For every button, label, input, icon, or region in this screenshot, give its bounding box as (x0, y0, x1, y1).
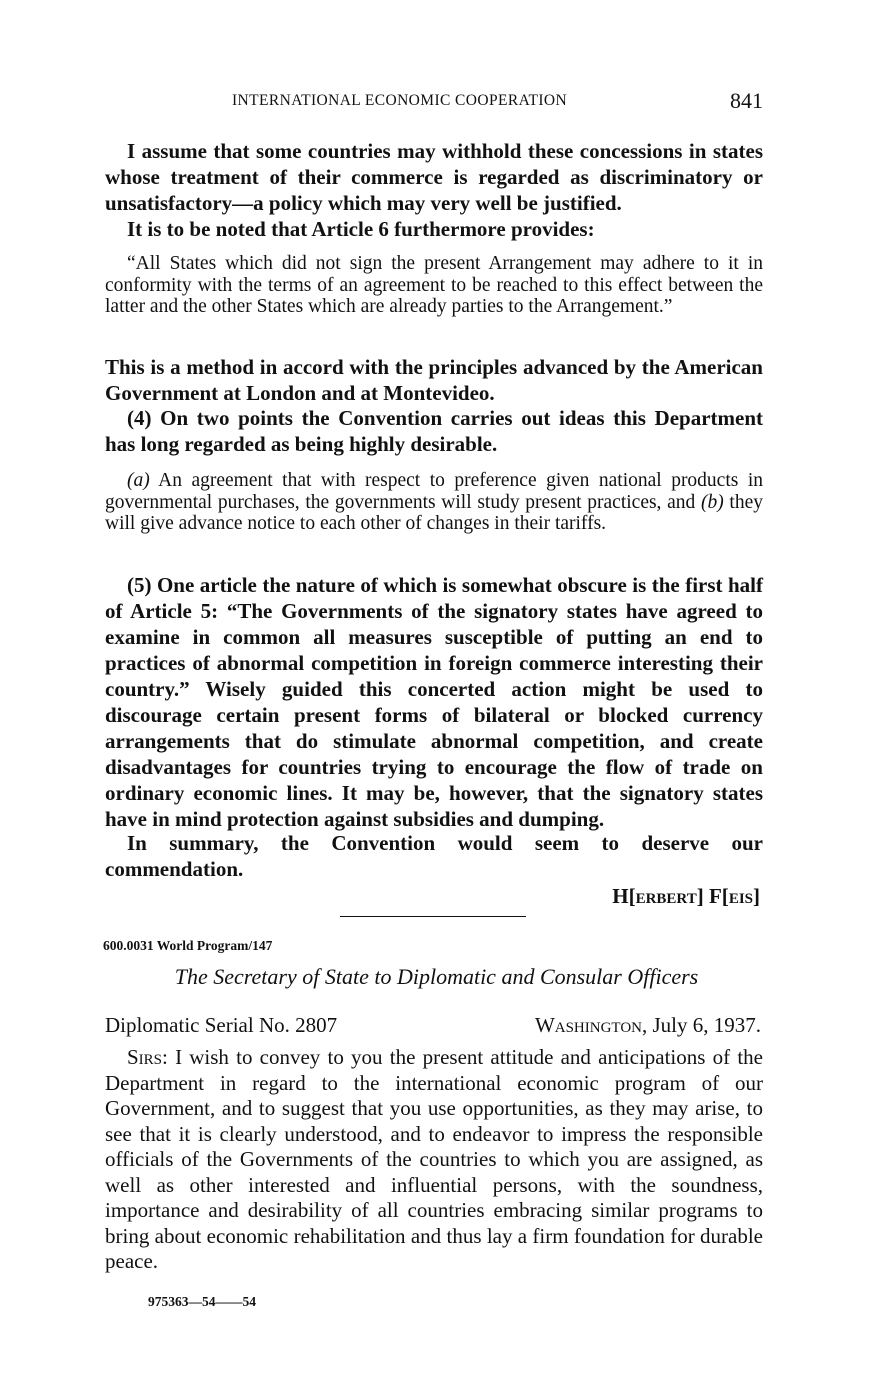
letter-text: : I wish to convey to you the present attitude and anticipations of the Department in regard to the international economic program of our Government, and to suggest that you use opportunities, as they may arise, to see that it is clearly understood, and to endeavor to impress the responsible officials of the Governments of the countries to which you are assigned, as well as other interested and influential persons, with the soundness, importance and desirability of all countries embracing similar programs to bring about economic rehabilitation and thus lay a firm foundation for durable peace. (105, 1045, 763, 1273)
letter-body (105, 1045, 763, 1275)
print-code: 975363—54——54 (148, 1294, 256, 1309)
point-b-label: (b) (700, 491, 724, 513)
page-number: 841 (730, 88, 763, 113)
diplomatic-serial: Diplomatic Serial No. 2807 (105, 1013, 338, 1037)
paragraph-article-6-intro: It is to be noted that Article 6 furthermore provides: (127, 217, 595, 241)
paragraph-concessions: I assume that some countries may withhold these concessions in states whose treatment of their commerce is regarded as discriminatory or unsatisfactory—a policy which may very well be justified. (105, 139, 763, 215)
paragraph-point-a (105, 470, 763, 535)
date: , July 6, 1937. (641, 1013, 761, 1037)
file-reference: 600.0031 World Program/147 (103, 938, 273, 953)
salutation: Sirs (127, 1045, 163, 1069)
signature: H[erbert] F[eis] (612, 884, 760, 908)
document-heading: The Secretary of State to Diplomatic and Consular Officers (174, 964, 699, 989)
place: Washington (534, 1013, 642, 1037)
dateline (535, 1013, 761, 1038)
point-b-text: they will give advance notice to each other of changes in their tariffs. (105, 491, 763, 534)
paragraph-method: This is a method in accord with the principles advanced by the American Government at London and at Montevideo. (105, 355, 763, 405)
quote-article-6: “All States which did not sign the present Arrangement may adhere to it in conformity with the terms of an agreement to be reached to this effect between the latter and the other States which are already parties to the Arrangement.” (105, 253, 763, 317)
paragraph-summary: In summary, the Convention would seem to deserve our commendation. (105, 831, 763, 881)
running-title: INTERNATIONAL ECONOMIC COOPERATION (232, 92, 568, 109)
paragraph-point-5: (5) One article the nature of which is somewhat obscure is the first half of Article 5: “The Governments of the signatory states have agreed to examine in common all measures susceptible of putting an end to practices of abnormal competition in foreign commerce interesting their country.” Wisely guided this concerted action might be used to discourage certain present forms of bilateral or blocked currency arrangements that do stimulate abnormal competition, and create disadvantages for countries trying to encourage the flow of trade on ordinary economic lines. It may be, however, that the signatory states have in mind protection against subsidies and dumping. (105, 573, 763, 831)
section-divider (340, 916, 526, 917)
point-a-label: (a) (127, 470, 150, 491)
point-a-text: An agreement that with respect to preference given national products in governmental purchases, the governments will study present practices, and (105, 470, 763, 513)
paragraph-point-4: (4) On two points the Convention carries out ideas this Department has long regarded as being highly desirable. (105, 406, 763, 456)
